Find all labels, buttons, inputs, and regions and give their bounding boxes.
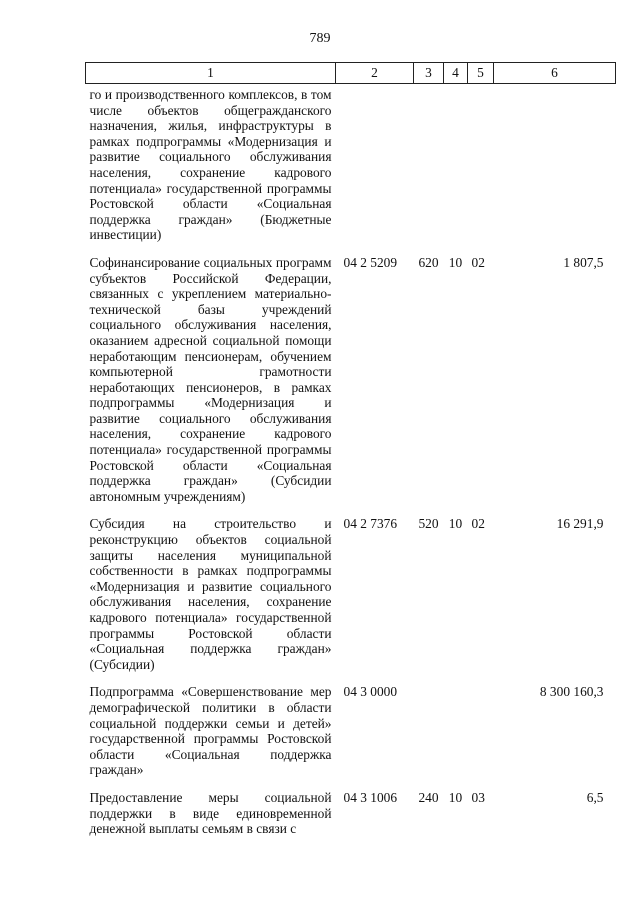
row-vr	[414, 84, 444, 255]
header-col-3: 3	[414, 63, 444, 84]
row-amount: 1 807,5	[563, 254, 604, 270]
header-col-4: 4	[444, 63, 468, 84]
row-code	[336, 84, 414, 255]
row-description: Предоставление меры социальной поддержки в виде единовременной денежной выплаты семьям в связи с	[89, 789, 332, 837]
page-number: 789	[309, 31, 331, 46]
table-row	[86, 255, 616, 517]
table-row	[86, 84, 616, 255]
row-vr: 240	[418, 789, 439, 805]
row-pr: 02	[471, 254, 485, 270]
row-code: 04 2 5209	[343, 254, 398, 270]
header-col-6: 6	[494, 63, 616, 84]
table-row	[86, 790, 616, 849]
row-vr: 620	[418, 254, 439, 270]
row-description: го и производственного комплексов, в том числе объектов общегражданского назначения, жилья, инфраструктуры в рамках подпрограммы «Модернизация и развитие социального обслуживания населения, сохранение кадрового потенциала» государственной программы Ростовской области «Социальная поддержка граждан» (Бюджетные инвестиции)	[89, 87, 332, 243]
row-pr	[468, 84, 494, 255]
row-vr: 520	[418, 516, 439, 532]
row-rz: 10	[448, 254, 463, 270]
row-vr	[414, 684, 444, 790]
table-row	[86, 684, 616, 790]
header-col-1: 1	[86, 63, 336, 84]
row-rz	[444, 684, 468, 790]
row-code: 04 3 0000	[343, 684, 398, 700]
table-body	[86, 84, 616, 849]
header-col-5: 5	[468, 63, 494, 84]
row-rz	[444, 84, 468, 255]
row-rz: 10	[448, 516, 463, 532]
row-amount: 6,5	[586, 789, 604, 805]
table-row	[86, 516, 616, 684]
row-amount: 8 300 160,3	[539, 684, 604, 700]
row-rz: 10	[448, 789, 463, 805]
row-description: Субсидия на строительство и реконструкцию объектов социальной защиты населения муниципальной собственности в рамках подпрограммы «Модернизация и развитие социального обслуживания населения, сохранение кадрового потенциала» государственной программы Ростовской области «Социальная поддержка граждан» (Субсидии)	[89, 516, 332, 672]
row-pr: 02	[471, 516, 485, 532]
row-description: Подпрограмма «Совершенствование мер демографической политики в области социальной поддержки семьи и детей» государственной программы Ростовской области «Социальная поддержка граждан»	[89, 684, 332, 778]
header-col-2: 2	[336, 63, 414, 84]
table-header	[86, 63, 616, 84]
row-amount	[494, 84, 616, 255]
budget-table	[85, 62, 616, 849]
row-description: Софинансирование социальных программ субъектов Российской Федерации, связанных с укреплением материально-технической базы учреждений социального обслуживания населения, оказанием адресной социальной помощи неработающим пенсионерам, обучением компьютерной грамотности неработающих пенсионеров, в рамках подпрограммы «Модернизация и развитие социального обслуживания населения, сохранение кадрового потенциала» государственной программы Ростовской области «Социальная поддержка граждан» (Субсидии автономным учреждениям)	[89, 254, 332, 504]
row-code: 04 3 1006	[343, 789, 398, 805]
row-pr	[468, 684, 494, 790]
header-row	[86, 63, 616, 84]
row-pr: 03	[471, 789, 485, 805]
row-amount: 16 291,9	[556, 516, 604, 532]
row-code: 04 2 7376	[343, 516, 398, 532]
